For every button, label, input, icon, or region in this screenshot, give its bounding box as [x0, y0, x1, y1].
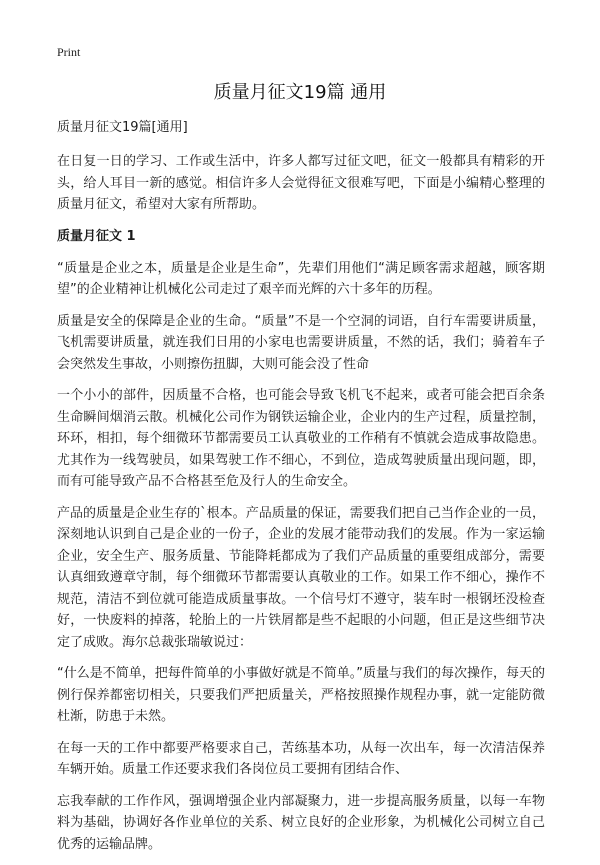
- paragraph: 产品的质量是企业生存的`根本。产品质量的保证，需要我们把自己当作企业的一员，深刻地认识到自己是企业的一份子，企业的发展才能带动我们的发展。作为一家运输企业，安全生产、服务质量、节能降耗都成为了我们产品质量的重要组成部分，需要认真细致遵章守制，每个细微环节都需要认真敬业的工作。如果工作不细心，操作不规范，清洁不到位就可能造成质量事故。一个信号灯不遵守，装车时一根钢坯没检查好，一快废料的掉落，轮胎上的一片铁屑都是些不起眼的小问题，但正是这些细节决定了成败。海尔总裁张瑞敏说过：: [57, 505, 545, 650]
- paragraph: “质量是企业之本，质量是企业是生命”，先辈们用他们“满足顾客需求超越，顾客期望”的企业精神让机械化公司走过了艰辛而光辉的六十多年的历程。: [57, 260, 545, 297]
- print-link[interactable]: Print: [57, 45, 81, 59]
- page-title: 质量月征文19篇 通用: [213, 82, 387, 103]
- paragraph: 忘我奉献的工作作风，强调增强企业内部凝聚力，进一步提高服务质量，以每一车物料为基础，协调好各作业单位的关系、树立良好的企业形象，为机械化公司树立自己优秀的运输品牌。: [57, 793, 545, 852]
- article-subtitle: 质量月征文19篇[通用]: [57, 120, 188, 135]
- paragraph: 一个小小的部件，因质量不合格，也可能会导致飞机飞不起来，或者可能会把百余条生命瞬间烟消云散。机械化公司作为钢铁运输企业，企业内的生产过程，质量控制，环环，相扣，每个细微环节都需要员工认真敬业的工作稍有不慎就会造成事故隐患。尤其作为一线驾驶员，如果驾驶工作不细心，不到位，造成驾驶质量出现问题，即，而有可能导致产品不合格甚至危及行人的生命安全。: [57, 388, 545, 489]
- paragraph: 在每一天的工作中都要严格要求自己，苦练基本功，从每一次出车，每一次清洁保养车辆开始。质量工作还要求我们各岗位员工要拥有团结合作、: [57, 740, 545, 777]
- paragraph: 质量是安全的保障是企业的生命。“质量”不是一个空洞的词语，自行车需要讲质量，飞机需要讲质量，就连我们日用的小家电也需要讲质量，不然的话，我们；骑着车子会突然发生事故，小则擦伤扭脚，大则可能会没了性命: [57, 313, 545, 372]
- section-heading: 质量月征文 1: [57, 228, 136, 244]
- article-body: [57, 119, 545, 865]
- intro-paragraph: 在日复一日的学习、工作或生活中，许多人都写过征文吧，征文一般都具有精彩的开头，给人耳目一新的感觉。相信许多人会觉得征文很难写吧，下面是小编精心整理的质量月征文，希望对大家有所帮助。: [57, 154, 545, 212]
- paragraph: “什么是不简单，把每件简单的小事做好就是不简单。”质量与我们的每次操作，每天的例行保养都密切相关，只要我们严把质量关，严格按照操作规程办事，就一定能防微杜渐，防患于未然。: [57, 666, 545, 724]
